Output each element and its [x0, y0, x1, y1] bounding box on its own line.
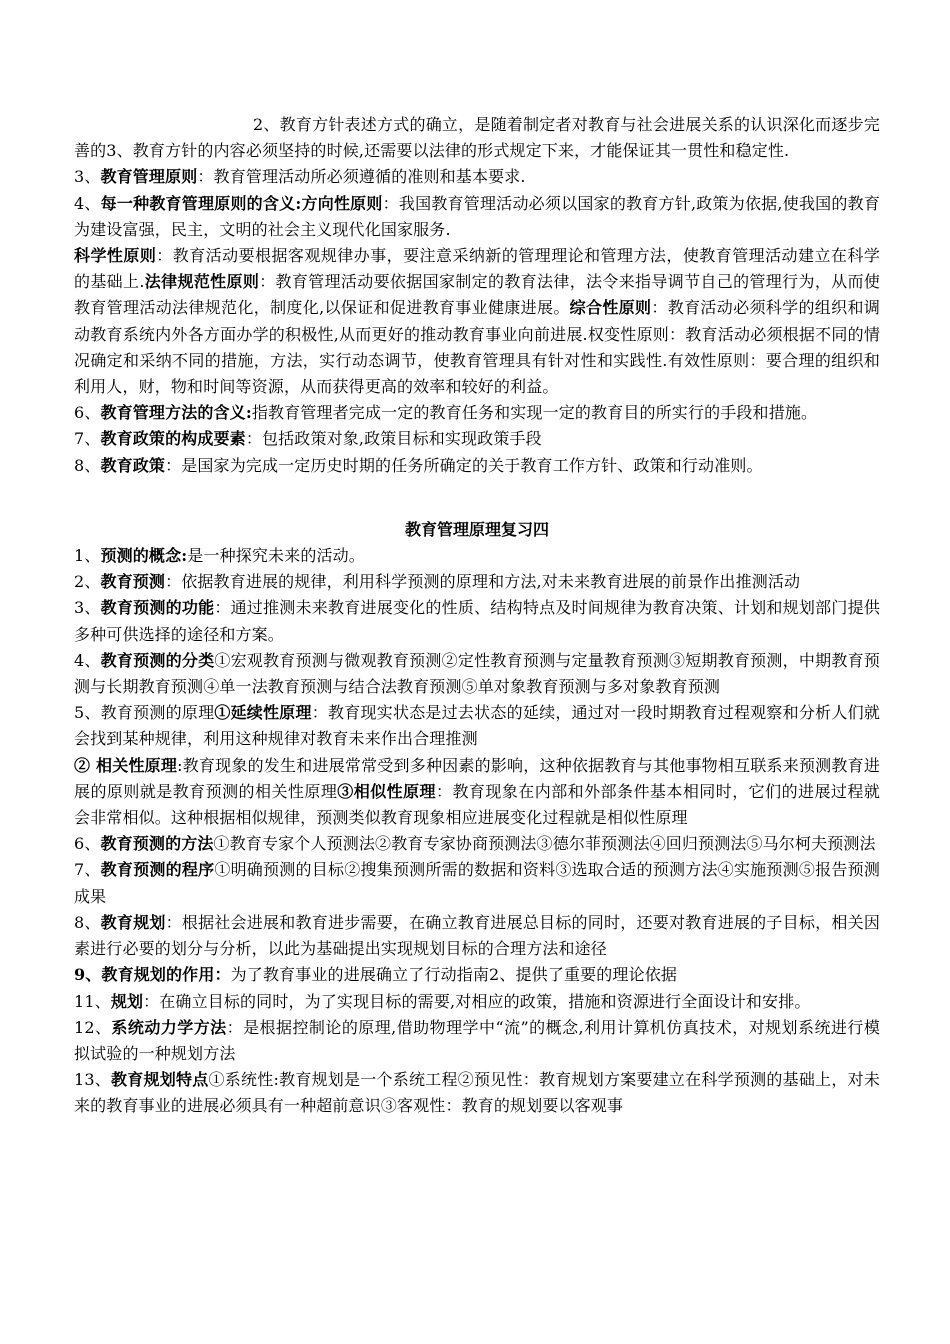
bold-term: 每一种教育管理原则的含义:方向性原则 [100, 193, 383, 213]
text-run: 12、 [74, 1017, 112, 1037]
text-run: 是一种探究未来的活动。 [187, 546, 365, 566]
paragraph [74, 857, 880, 909]
bold-term: 教育规划 [100, 912, 166, 932]
text-run: ：教育活动要根据客观规律办事，要注意采纳新的管理理论和管理方法，使教育管理活动建立在科学的基础上. [74, 246, 880, 292]
text-run: :教育现象的发生和进展常常受到多种因素的影响，这种依据教育与其他事物相互联系来预测教育进展的原则就是教育预测的相关性原理 [74, 755, 880, 801]
bold-term: 科学性原则 [74, 246, 157, 266]
text-run: ：是国家为完成一定历史时期的任务所确定的关于教育工作方针、政策和行动准则。 [165, 455, 763, 475]
bold-term: 预测的概念: [100, 546, 188, 566]
paragraph [74, 595, 880, 647]
paragraph [74, 191, 880, 243]
bold-term: 教育预测 [100, 572, 166, 592]
bold-term: ①延续性原理 [214, 703, 312, 723]
paragraph [74, 426, 880, 452]
section-title: 教育管理原理复习四 [404, 519, 549, 539]
text-run: ：教育管理活动要依据国家制定的教育法律，法令来指导调节自己的管理行为，从而使教育管理活动法律规范化，制度化,以保证和促进教育事业健康进展。 [74, 272, 880, 318]
text-run: 5、教育预测的原理 [74, 703, 215, 723]
paragraph [74, 543, 880, 569]
text-run: ①系统性:教育规划是一个系统工程②预见性：教育规划方案要建立在科学预测的基础上，对未来的教育事业的进展必须具有一种超前意识③客观性：教育的规划要以客观事 [74, 1070, 880, 1116]
bold-term: 系统动力学方法 [111, 1017, 227, 1037]
text-run: ：根据社会进展和教育进步需要，在确立教育进展总目标的同时，还要对教育进展的子目标，相关因素进行必要的划分与分析，以此为基础提出实现规划目标的合理方法和途径 [74, 912, 880, 959]
text-run: ：我国教育管理活动必须以国家的教育方针,政策为依据,使我国的教育为建设富强，民主，文明的社会主义现代化国家服务. [74, 193, 880, 239]
text-run: 1、 [74, 546, 101, 566]
text-run: ：教育现实状态是过去状态的延续，通过对一段时期教育过程观察和分析人们就会找到某种规律，利用这种规律对教育未来作出合理推测 [74, 703, 880, 749]
bold-term: ③相似性原理 [337, 781, 437, 801]
bold-term: 教育政策的构成要素 [100, 429, 246, 449]
text-run: 6、 [74, 834, 101, 854]
section-spacer [74, 479, 880, 517]
text-run: 7、 [74, 429, 101, 449]
paragraph [74, 453, 880, 479]
text-run: ①明确预测的目标②搜集预测所需的数据和资料③选取合适的预测方法④实施预测⑤报告预测成果 [74, 860, 880, 906]
text-run: 4、 [74, 650, 101, 670]
bold-term: 教育预测的分类 [100, 650, 215, 670]
bold-term: 教育政策 [100, 455, 166, 475]
text-run: ：教育管理活动所必须遵循的准则和基本要求. [197, 167, 526, 187]
text-run: 7、 [74, 860, 101, 880]
text-run: ：教育活动必须科学的组织和调动教育系统内外各方面办学的积极性,从而更好的推动教育事业向前进展.权变性原则：教育活动必须根据不同的情况确定和采纳不同的措施，方法，实行动态调节，使教育管理具有针对性和实践性.有效性原则：要合理的组织和利用人，财，物和时间等资源，从而获得更高的效率和较好的利益。 [74, 298, 880, 397]
paragraph [74, 962, 880, 988]
bold-term: 教育预测的功能 [100, 598, 215, 618]
paragraph [74, 569, 880, 595]
paragraph [74, 1015, 880, 1067]
paragraph [74, 753, 880, 832]
text-run: 2、教育方针表述方式的确立，是随着制定者对教育与社会进展关系的认识深化而逐步完善的3、教育方针的内容必须坚持的时候,还需要以法律的形式规定下来，才能保证其一贯性和稳定性. [74, 115, 880, 161]
paragraph [74, 700, 880, 752]
text-run: 4、 [74, 193, 101, 213]
text-run: ：通过推测未来教育进展变化的性质、结构特点及时间规律为教育决策、计划和规划部门提供多种可供选择的途径和方案。 [74, 598, 880, 644]
text-run: 8、 [74, 912, 101, 932]
text-run: 3、 [74, 167, 101, 187]
paragraph [74, 989, 880, 1015]
bold-term: 规划 [110, 991, 144, 1011]
paragraph [74, 831, 880, 857]
bold-term: 教育规划特点 [111, 1070, 209, 1090]
paragraph [74, 1067, 880, 1119]
bold-term: 法律规范性原则 [144, 272, 260, 292]
text-run: 为了教育事业的进展确立了行动指南2、提供了重要的理论依据 [230, 965, 678, 985]
text-run: 13、 [74, 1070, 111, 1090]
text-run: ：包括政策对象,政策目标和实现政策手段 [245, 429, 542, 449]
bold-term: 教育管理原则 [100, 167, 198, 187]
paragraph [74, 910, 880, 962]
bold-term: 9、教育规划的作用： [74, 965, 231, 985]
text-run: ：教育现象在内部和外部条件基本相同时，它们的进展过程就会非常相似。这种根据相似规律，预测类似教育现象相应进展变化过程就是相似性原理 [74, 781, 880, 828]
bold-term: ② 相关性原理 [74, 755, 178, 775]
bold-term: 教育预测的程序 [100, 860, 215, 880]
paragraph [74, 648, 880, 700]
paragraph [74, 112, 880, 164]
text-run: ①教育专家个人预测法②教育专家协商预测法③德尔菲预测法④回归预测法⑤马尔柯夫预测法 [213, 834, 876, 854]
bold-term: 综合性原则 [569, 298, 652, 318]
text-run: ①宏观教育预测与微观教育预测②定性教育预测与定量教育预测③短期教育预测，中期教育预测与长期教育预测④单一法教育预测与结合法教育预测⑤单对象教育预测与多对象教育预测 [74, 650, 880, 697]
text-run: 6、 [74, 403, 101, 423]
paragraph [74, 243, 880, 400]
text-run: 11、 [74, 991, 111, 1011]
paragraph [74, 164, 880, 190]
document-page [74, 112, 880, 1120]
text-run: 3、 [74, 598, 101, 618]
bold-term: 教育预测的方法 [100, 834, 214, 854]
text-run: ：依据教育进展的规律，利用科学预测的原理和方法,对未来教育进展的前景作出推测活动 [165, 572, 801, 592]
text-run: 指教育管理者完成一定的教育任务和实现一定的教育目的所实行的手段和措施。 [251, 403, 818, 423]
text-run: 2、 [74, 572, 101, 592]
paragraph [74, 400, 880, 426]
text-run: ：在确立目标的同时，为了实现目标的需要,对相应的政策，措施和资源进行全面设计和安排。 [143, 991, 811, 1011]
bold-term: 教育管理方法的含义: [100, 403, 252, 423]
text-run: 8、 [74, 455, 101, 475]
text-run: ：是根据控制论的原理,借助物理学中“流”的概念,利用计算机仿真技术，对规划系统进行模拟试验的一种规划方法 [74, 1017, 880, 1063]
